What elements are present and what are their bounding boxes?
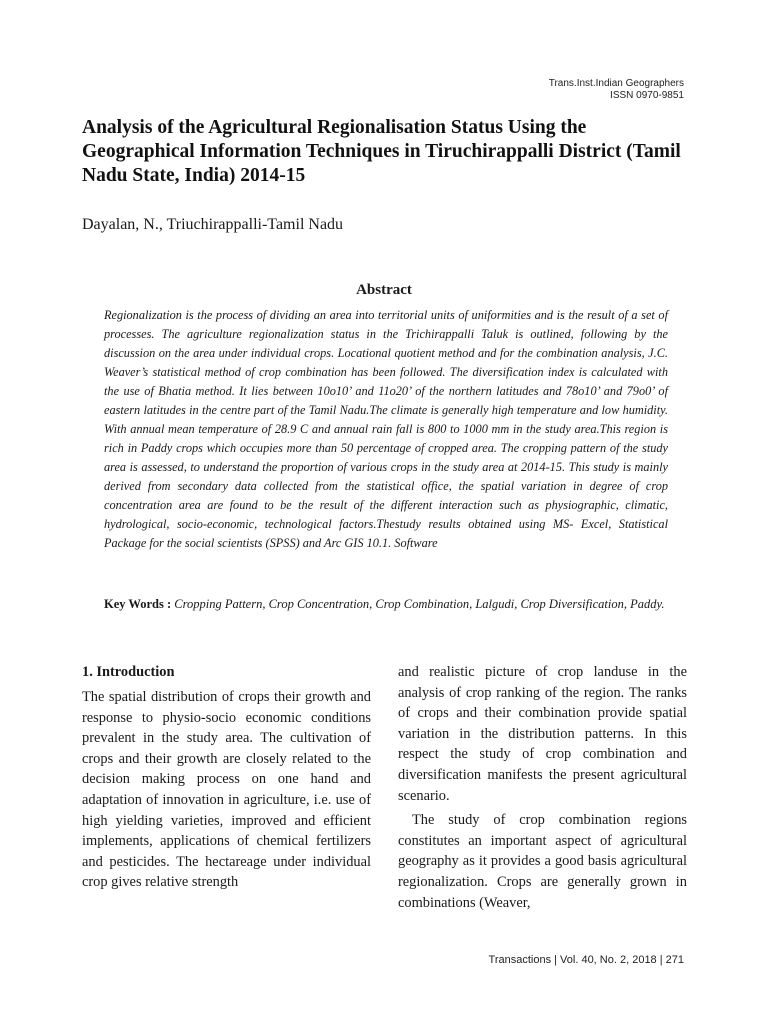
intro-paragraph-3: The study of crop combination regions constitutes an important aspect of agricultural geography as it provides a good basis agricultural regionalization. Crops are generally grown in combinations (Weaver, (398, 812, 687, 911)
abstract-text: Regionalization is the process of dividing an area into territorial units of uniformities and is the result of a set of processes. The agriculture regionalization status in the Trichirappalli Taluk is outlined, following by the discussion on the area under individual crops. Locational quotient method and for the combination analysis, J.C. Weaver’s statistical method of crop combination has been followed. The diversification index is calculated with the use of Bhatia method. It lies between 10o10’ and 11o20’ of the northern latitudes and 78o10’ and 79o0’ of eastern latitudes in the centre part of the Tamil Nadu.The climate is generally high temperature and low humidity. With annual mean temperature of 28.9 C and annual rain fall is 800 to 1000 mm in the study area.This region is rich in Paddy crops which occupies more than 50 percentage of cropped area. The cropping pattern of the study area is assessed, to understand the proportion of various crops in the study area at 2014-15. This study is mainly derived from secondary data collected from the statistical office, the spatial variation in degree of crop concentration area are found to be the result of the different interaction such as physiographic, climatic, hydrological, socio-economic, technological factors.Thestudy results obtained using MS- Excel, Statistical Package for the social scientists (SPSS) and Arc GIS 10.1. Software (104, 308, 668, 550)
keywords-label: Key Words : (104, 597, 172, 611)
column-left (82, 662, 371, 893)
intro-paragraph-1: The spatial distribution of crops their growth and response to physio-socio economic conditions prevalent in the study area. The cultivation of crops and their growth are closely related to the decision making process on one hand and adaptation of innovation in agriculture, i.e. use of high yielding varieties, improved and efficient implements, applications of chemical fertilizers and pesticides. The hectareage under individual crop gives relative strength (82, 689, 371, 891)
keywords (104, 595, 668, 614)
intro-paragraph-2: and realistic picture of crop landuse in the analysis of crop ranking of the region. The ranks of crops and their combination provide spatial variation in the distribution patterns. In this respect the study of crop combination and diversification manifests the present agricultural scenario. (398, 664, 687, 804)
issn: ISSN 0970-9851 (610, 90, 684, 101)
abstract-heading: Abstract (356, 282, 412, 298)
keywords-text: Cropping Pattern, Crop Concentration, Crop Combination, Lalgudi, Crop Diversification, Paddy. (174, 597, 665, 611)
journal-header (549, 78, 684, 102)
page-footer: Transactions | Vol. 40, No. 2, 2018 | 271 (488, 954, 684, 966)
section-heading-introduction: 1. Introduction (82, 664, 175, 680)
author-line: Dayalan, N., Triuchirappalli-Tamil Nadu (82, 216, 344, 233)
paper-title: Analysis of the Agricultural Regionalisation Status Using the Geographical Information Techniques in Tiruchirappalli District (Tamil Nadu State, India) 2014-15 (82, 117, 681, 186)
journal-name: Trans.Inst.Indian Geographers (548, 78, 684, 89)
column-right (398, 662, 687, 913)
